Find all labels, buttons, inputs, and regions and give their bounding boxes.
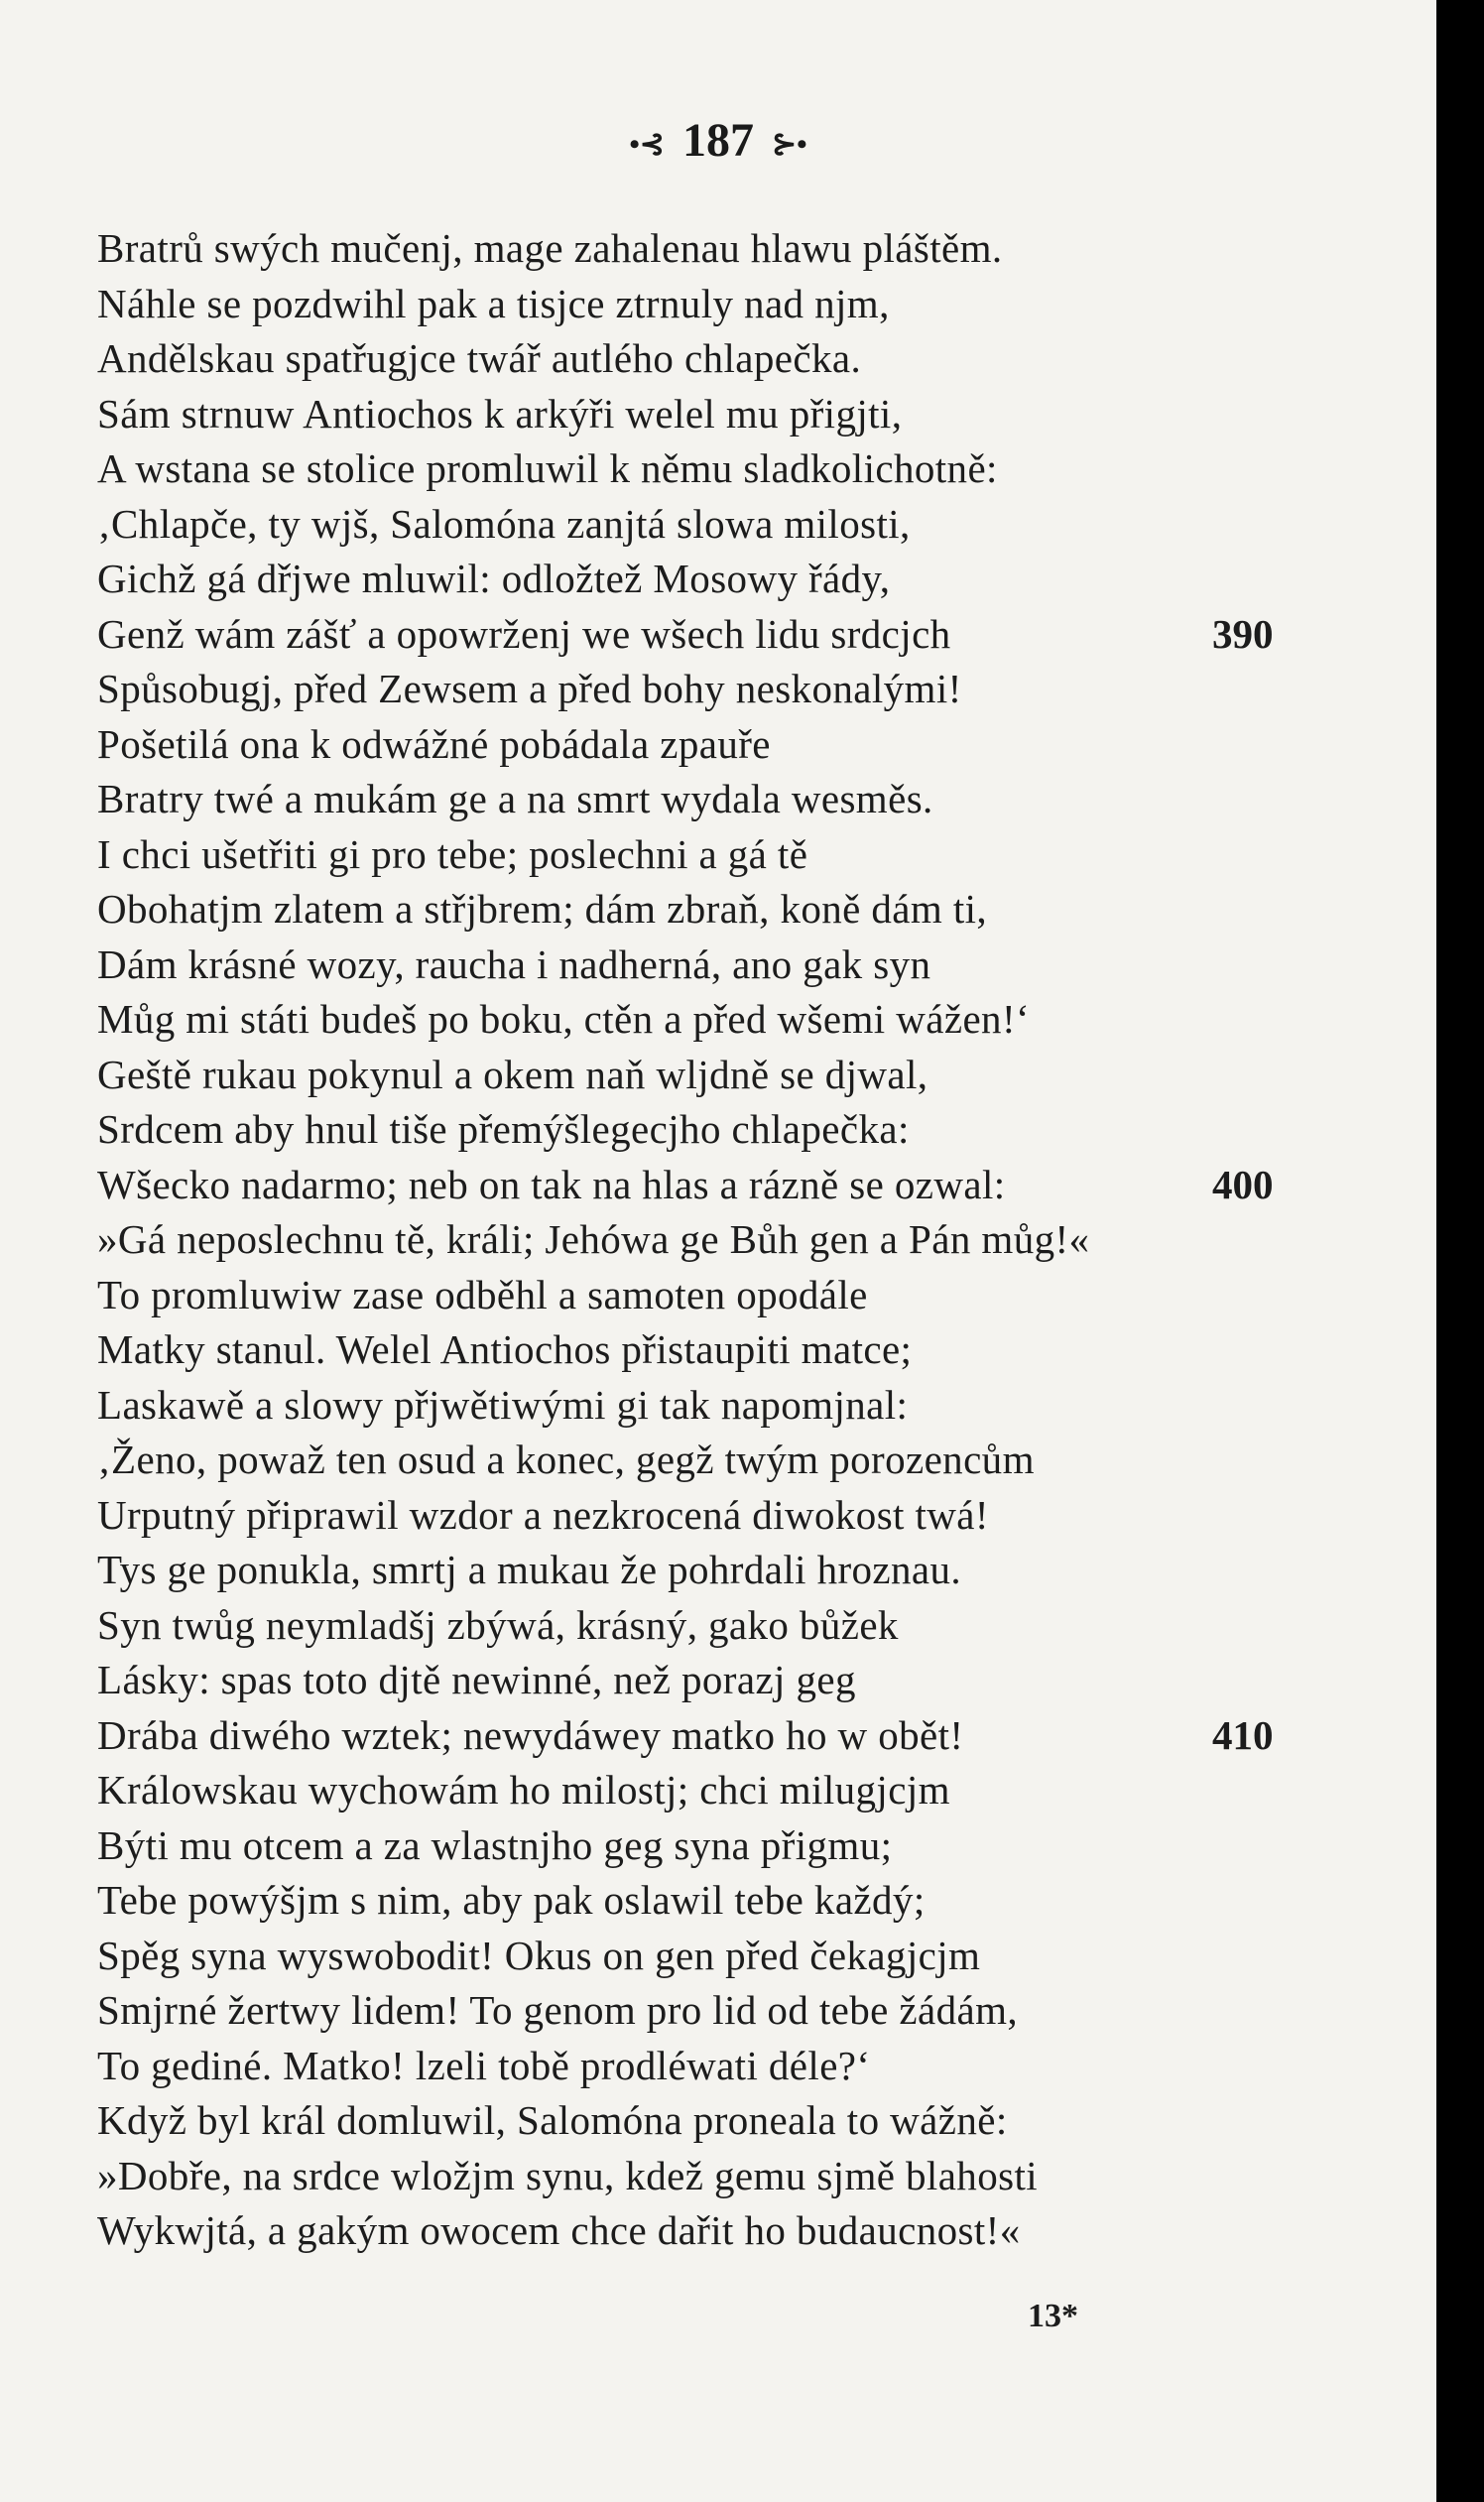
scan-edge [1436,0,1484,2502]
text-line: Tys ge ponukla, smrtj a mukau že pohrdali hroznau. [97,1547,962,1592]
text-line: To gediné. Matko! lzeli tobě prodléwati déle?‘ [97,2043,871,2088]
text-line: Býti mu otcem a za wlastnjho geg syna přigmu; [97,1822,893,1868]
text-line: Andělskau spatřugjce twář autlého chlapečka. [97,335,862,381]
text-line: To promluwiw zase odběhl a samoten opodále [97,1272,868,1317]
text-line: Bratry twé a mukám ge a na smrt wydala wesměs. [97,776,933,821]
line-number-400: 400 [1212,1162,1274,1207]
text-line: Když byl král domluwil, Salomóna proneala to wážně: [97,2097,1008,2143]
text-line: Wšecko nadarmo; neb on tak na hlas a rázně se ozwal: [97,1162,1006,1207]
text-line: Lásky: spas toto djtě newinné, než porazj geg [97,1657,856,1702]
line-number-410: 410 [1212,1712,1274,1758]
text-line: Geště rukau pokynul a okem naň wljdně se djwal, [97,1052,928,1097]
text-line: Můg mi státi budeš po boku, ctěn a před wšemi wážen!‘ [97,996,1031,1042]
text-line: A wstana se stolice promluwil k němu sladkolichotně: [97,445,998,491]
text-line: Spůsobugj, před Zewsem a před bohy neskonalými! [97,666,962,711]
text-line: Náhle se pozdwihl pak a tisjce ztrnuly nad njm, [97,281,890,326]
text-line: »Gá neposlechnu tě, králi; Jehówa ge Bůh gen a Pán můg!« [97,1216,1090,1262]
text-line: Dám krásné wozy, raucha i nadherná, ano gak syn [97,941,931,987]
ornament-left: •⊰ [629,127,665,161]
text-line: ‚Chlapče, ty wjš, Salomóna zanjtá slowa milosti, [97,501,911,547]
page-number: 187 [682,114,754,167]
text-line: Matky stanul. Welel Antiochos přistaupiti matce; [97,1326,913,1372]
text-line: Smjrné žertwy lidem! To genom pro lid od tebe žádám, [97,1987,1019,2033]
text-line: ‚Ženo, powaž ten osud a konec, gegž twým porozencům [97,1437,1035,1482]
text-line: Sám strnuw Antiochos k arkýři welel mu přigjti, [97,391,903,437]
ornament-right: ⊱• [772,127,807,161]
signature-mark: 13* [1028,2298,1078,2334]
text-line: Laskawě a slowy přjwětiwými gi tak napomjnal: [97,1382,909,1428]
text-line: Genž wám zášť a opowrženj we wšech lidu srdcjch [97,611,951,657]
text-line: Bratrů swých mučenj, mage zahalenau hlawu pláštěm. [97,225,1003,271]
text-line: Srdcem aby hnul tiše přemýšlegecjho chlapečka: [97,1106,910,1152]
text-line: Urputný připrawil wzdor a nezkrocená diwokost twá! [97,1492,989,1538]
text-line: Králowskau wychowám ho milostj; chci milugjcjm [97,1767,950,1813]
text-line: »Dobře, na srdce wložjm synu, kdež gemu sjmě blahosti [97,2153,1039,2198]
page-header [0,114,1436,167]
text-line: Gichž gá dřjwe mluwil: odložtež Mosowy řády, [97,556,891,601]
text-line: Pošetilá ona k odwážné pobádala zpauře [97,721,771,767]
text-line: Tebe powýšjm s nim, aby pak oslawil tebe každý; [97,1877,926,1923]
text-line: Wykwjtá, a gakým owocem chce dařit ho budaucnost!« [97,2207,1021,2253]
text-line: I chci ušetřiti gi pro tebe; poslechni a gá tě [97,831,808,877]
text-line: Drába diwého wztek; newydáwey matko ho w obět! [97,1712,964,1758]
text-line: Spěg syna wyswobodit! Okus on gen před čekagjcjm [97,1933,981,1978]
text-line: Syn twůg neymladšj zbýwá, krásný, gako bůžek [97,1602,899,1648]
text-line: Obohatjm zlatem a střjbrem; dám zbraň, koně dám ti, [97,886,988,932]
line-number-390: 390 [1212,611,1274,657]
